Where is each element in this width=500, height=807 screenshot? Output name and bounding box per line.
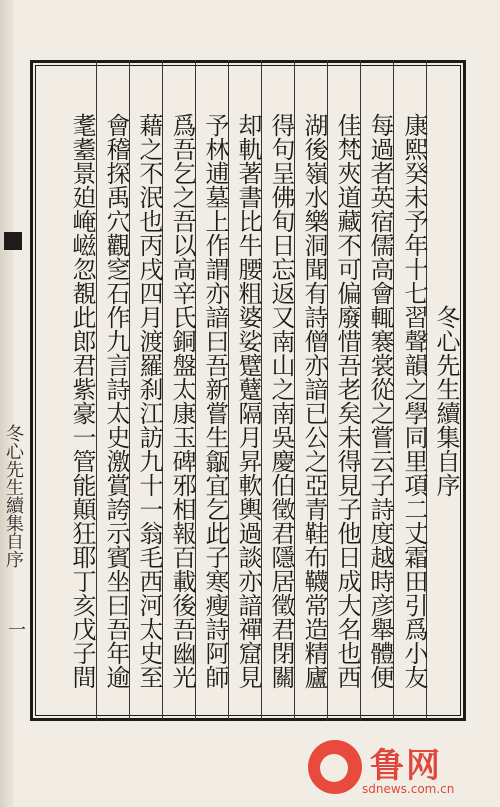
- text-column-6: 却軌著書比牛腰粗婆娑躄躠隔月昇軟輿過談亦諳禪窟見: [234, 113, 262, 689]
- watermark: [300, 738, 495, 800]
- text-column-2: 每過者英宿儒高會輒褰裳從之嘗云子詩度越時彦舉體便: [366, 113, 394, 689]
- text-column-9: 藉之不泯也丙戌四月渡羅刹江訪九十一翁毛西河太史至: [135, 113, 163, 689]
- column-rule: [96, 60, 97, 721]
- page-number: 一: [5, 620, 26, 638]
- watermark-logo-icon: [308, 740, 362, 794]
- watermark-brand: 鲁网: [370, 746, 442, 786]
- text-column-3: 佳梵夾道藏不可偏廢惜吾老矣未得見子他日成大名也西: [333, 113, 361, 689]
- text-column-10: 會稽探禹穴觀窆石作九言詩太史激賞誇示賓坐曰吾年逾: [102, 113, 130, 689]
- gutter-title: 冬心先生續集自序: [3, 424, 24, 568]
- text-column-11: 耄耋景廹崦嵫忽覩此郎君紫豪一管能顛狂耶丁亥戊子間: [68, 113, 96, 689]
- text-column-5: 得句呈佛旬日忘返又南山之南吳慶伯徵君隱居徵君閉關: [267, 113, 295, 689]
- text-column-7: 予林逋墓上作謂亦諳曰吾新嘗生㽂宜乞此子寒瘦詩阿師: [201, 113, 229, 689]
- text-column-4: 湖後嶺水樂洞聞有詩僧亦諳已公之亞青鞋布韈常造精廬: [300, 113, 328, 689]
- fishtail-mark-icon: [4, 232, 22, 250]
- watermark-url: sdnews.com.cn: [362, 782, 455, 796]
- text-column-1: 康熙癸未予年十七習聲韻之學同里項二丈霜田引爲小友: [400, 113, 428, 689]
- document-title: 冬心先生續集自序: [432, 305, 460, 497]
- text-column-8: 爲吾乞之吾以高辛氏銅盤太康玉碑邪相報百載後吾幽光: [168, 113, 196, 689]
